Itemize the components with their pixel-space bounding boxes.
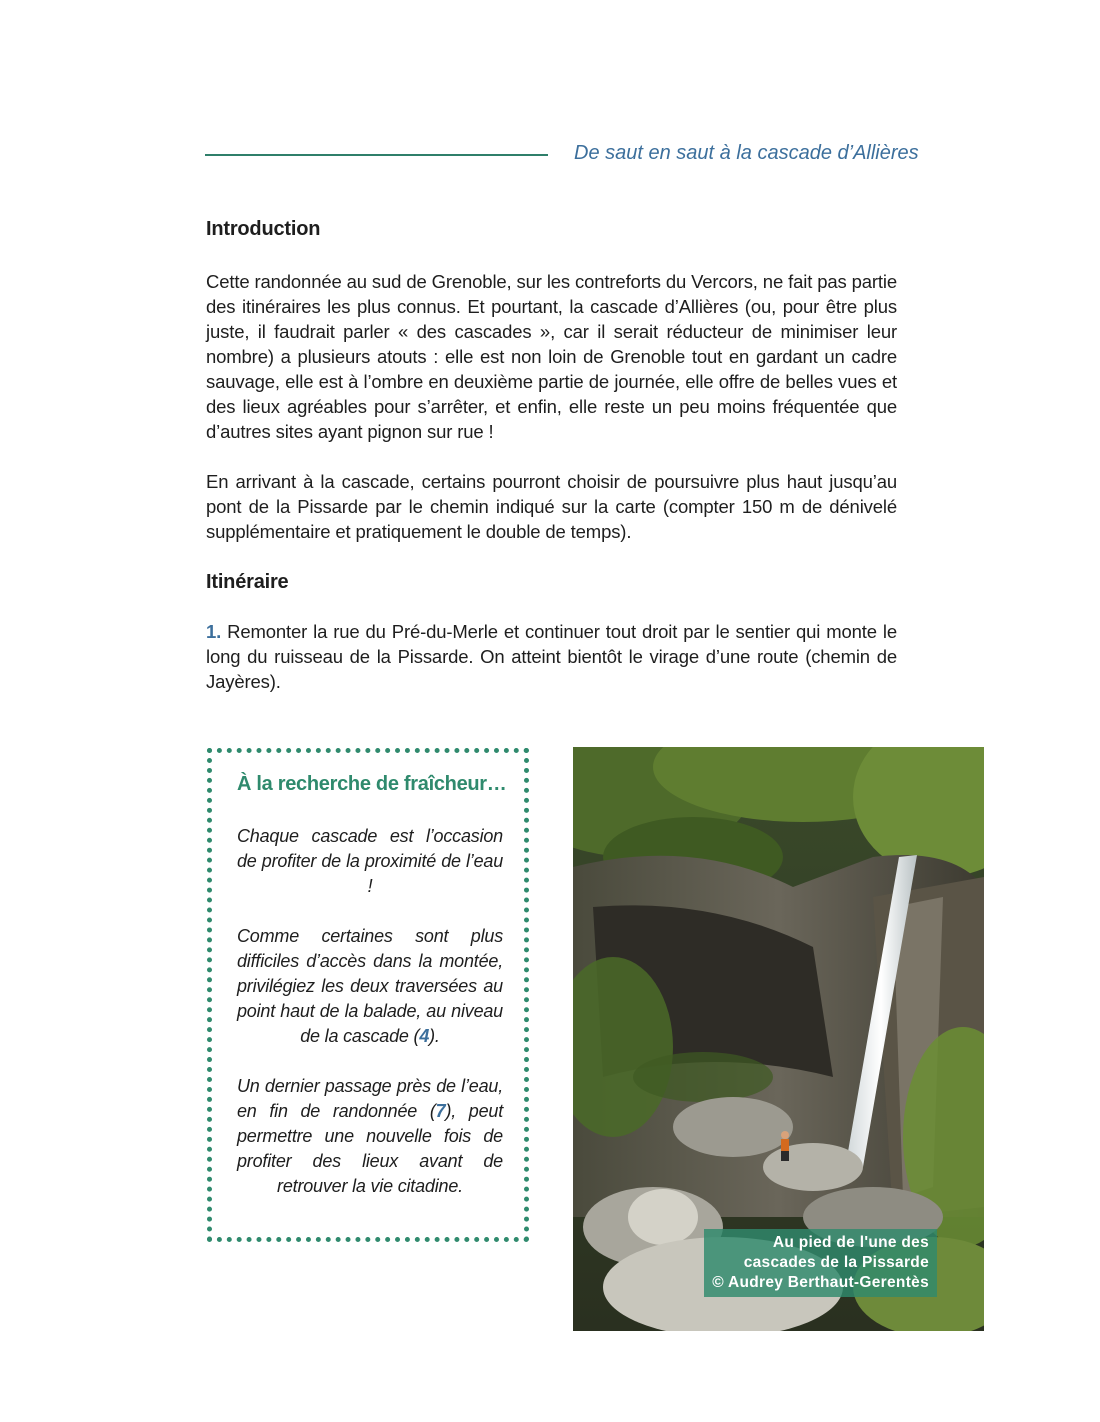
- caption-line-3: © Audrey Berthaut-Gerentès: [712, 1274, 929, 1291]
- intro-heading: Introduction: [206, 218, 321, 240]
- sidebar-paragraph-3: [237, 1074, 503, 1199]
- header-rule: [205, 154, 548, 156]
- sidebar-title: À la recherche de fraîcheur…: [237, 773, 507, 795]
- caption-line-1: Au pied de l'une des: [772, 1234, 929, 1251]
- sidebar-text: ).: [429, 1026, 440, 1046]
- sidebar-paragraph-1: Chaque cascade est l’occasion de profiter de la proximité de l’eau !: [237, 826, 503, 896]
- intro-paragraph-1: Cette randonnée au sud de Grenoble, sur les contreforts du Vercors, ne fait pas partie des itinéraires les plus connus. Et pourtant, la cascade d’Allières (ou, pour être plus juste, il faudrait parler « des cascades », car il serait réducteur de minimiser leur nombre) a plusieurs atouts : elle est non loin de Grenoble tout en gardant un cadre sauvage, elle est à l’ombre en deuxième partie de journée, elle offre de belles vues et des lieux agréables pour s’arrêter, et enfin, elle reste un peu moins fréquentée que d’autres sites ayant pignon sur rue !: [206, 271, 897, 442]
- sidebar-text: ), peut permettre une nouvelle fois de profiter des lieux avant de retrouver la vie citadine.: [237, 1101, 503, 1196]
- waypoint-ref-4: 4: [419, 1026, 430, 1046]
- step-text: Remonter la rue du Pré-du-Merle et continuer tout droit par le sentier qui monte le long du ruisseau de la Pissarde. On atteint bientôt le virage d’une route (chemin de Jayères).: [206, 621, 897, 692]
- sidebar-paragraph-2: [237, 924, 503, 1049]
- page-header-title: De saut en saut à la cascade d’Allières: [574, 142, 919, 164]
- waypoint-ref-7: 7: [435, 1101, 446, 1121]
- itinerary-heading: Itinéraire: [206, 571, 289, 593]
- main-content: [206, 214, 897, 694]
- sidebar-text: Comme certaines sont plus difficiles d’accès dans la montée, privilégiez les deux traversées au point haut de la balade, au niveau de la cascade (: [237, 926, 503, 1046]
- itinerary-step-1: [206, 619, 897, 694]
- step-number: 1.: [206, 621, 222, 642]
- sidebar-text: Un dernier passage près de l’eau, en fin de randonnée (: [237, 1076, 503, 1121]
- photo-caption: [704, 1229, 937, 1297]
- freshness-sidebar: [207, 748, 529, 1242]
- caption-line-2: cascades de la Pissarde: [743, 1254, 929, 1271]
- intro-paragraph-2: En arrivant à la cascade, certains pourront choisir de poursuivre plus haut jusqu’au pont de la Pissarde par le chemin indiqué sur la carte (compter 150 m de dénivelé supplémentaire et pratiquement le double de temps).: [206, 471, 897, 542]
- waterfall-photo: [573, 747, 984, 1331]
